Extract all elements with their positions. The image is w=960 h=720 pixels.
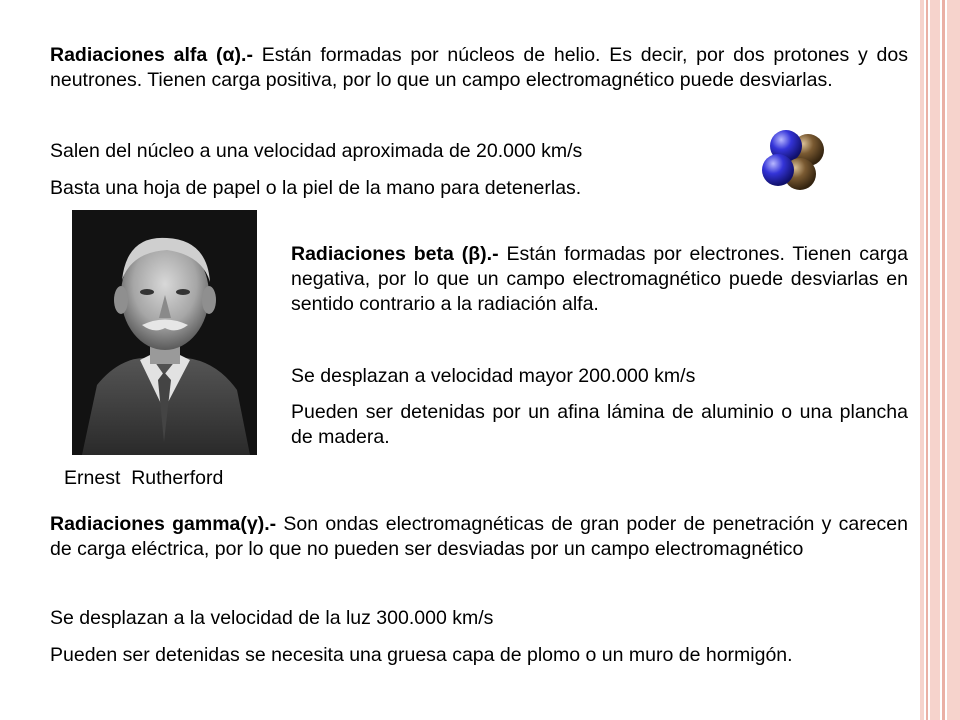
beta-symbol: β <box>468 243 481 265</box>
beta-text: Están formadas por electrones. Tienen carga negativa, por lo que un campo electromagnético puede desviarlas en sentido contrario a la radiación alfa. <box>291 243 908 315</box>
alpha-stop: Basta una hoja de papel o la piel de la mano para detenerlas. <box>50 177 582 199</box>
beta-heading-end: ).- <box>480 243 499 265</box>
proton-sphere <box>762 154 794 186</box>
gamma-description <box>50 512 908 562</box>
beta-heading: Radiaciones beta ( <box>291 243 469 265</box>
gamma-heading: Radiaciones gamma( <box>50 513 247 535</box>
stripe <box>947 0 960 720</box>
alpha-heading: Radiaciones alfa ( <box>50 44 223 66</box>
gamma-speed: Se desplazan a la velocidad de la luz 300.000 km/s <box>50 607 494 629</box>
gamma-heading-end: ).- <box>257 513 277 535</box>
stripe <box>926 0 928 720</box>
beta-description <box>291 242 908 317</box>
alpha-text: Están formadas por núcleos de helio. Es decir, por dos protones y dos neutrones. Tienen carga positiva, por lo que un campo electromagnético puede desviarlas. <box>50 44 908 91</box>
stripe <box>942 0 945 720</box>
stripe <box>930 0 940 720</box>
stripe <box>920 0 924 720</box>
decorative-stripes <box>920 0 960 720</box>
gamma-text: Son ondas electromagnéticas de gran poder de penetración y carecen de carga eléctrica, por lo que no pueden ser desviadas por un campo electromagnético <box>50 513 908 560</box>
gamma-symbol: γ <box>246 513 258 535</box>
alpha-description <box>50 43 908 93</box>
helium-nucleus-icon <box>758 128 828 194</box>
alpha-speed: Salen del núcleo a una velocidad aproximada de 20.000 km/s <box>50 140 583 162</box>
gamma-stop: Pueden ser detenidas se necesita una gruesa capa de plomo o un muro de hormigón. <box>50 644 793 666</box>
alpha-symbol: α <box>222 44 235 66</box>
portrait-caption: Ernest Rutherford <box>64 467 224 489</box>
beta-speed: Se desplazan a velocidad mayor 200.000 km/s <box>291 365 696 387</box>
beta-stop: Pueden ser detenidas por un afina lámina de aluminio o una plancha de madera. <box>291 401 908 448</box>
portrait-image <box>72 210 257 455</box>
portrait-illustration <box>72 210 257 455</box>
alpha-heading-end: ).- <box>234 44 253 66</box>
